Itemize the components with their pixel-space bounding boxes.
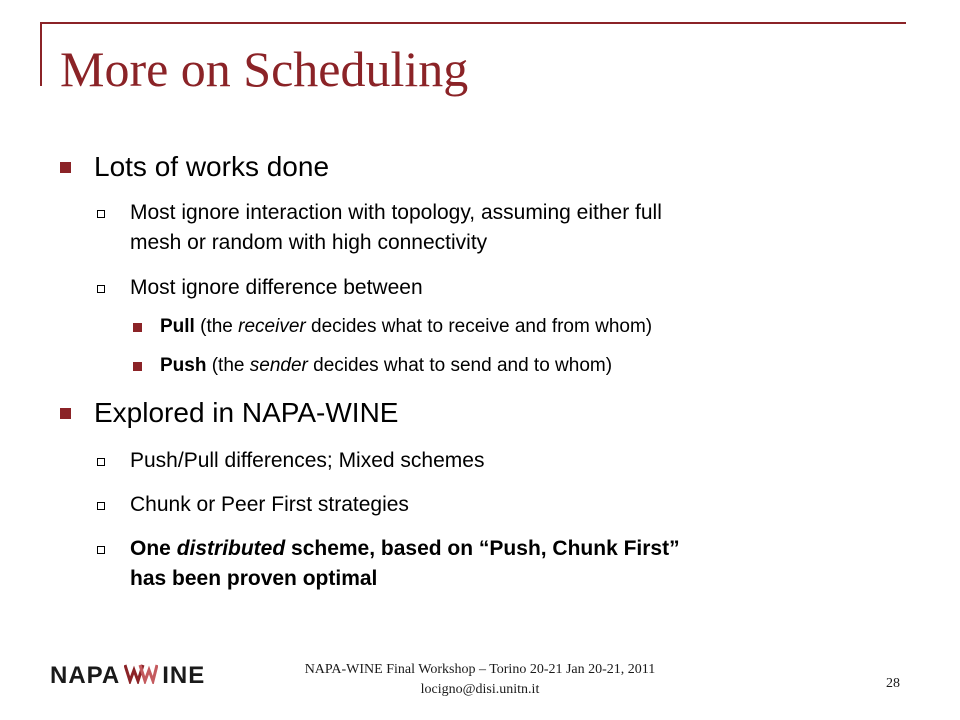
hollow-square-bullet-icon: [97, 285, 105, 293]
pull-pre: (the: [194, 316, 239, 337]
square-bullet-icon: [133, 323, 142, 332]
logo-text-left: NAPA: [50, 662, 121, 689]
napa-wine-logo: [50, 662, 205, 690]
page-number: 28: [886, 676, 900, 691]
footer-workshop: NAPA-WINE Final Workshop – Torino 20-21 Jan 20-21, 2011: [304, 662, 656, 677]
push-term: Push: [160, 355, 207, 376]
bullet-ignore-topology-line2: mesh or random with high connectivity: [130, 231, 488, 254]
hollow-square-bullet-icon: [97, 210, 105, 218]
pull-italic: receiver: [238, 316, 306, 337]
bullet-explored-napa-wine: Explored in NAPA-WINE: [94, 397, 399, 428]
bullet-ignore-topology-line1: Most ignore interaction with topology, assuming either full: [130, 201, 662, 224]
bullet-ignore-difference: Most ignore difference between: [130, 276, 423, 299]
bullet-push-pull-differences: Push/Pull differences; Mixed schemes: [130, 449, 485, 472]
pull-post: decides what to receive and from whom): [305, 316, 653, 337]
push-italic: sender: [249, 355, 308, 376]
bullet-distributed-scheme-line2: has been proven optimal: [130, 567, 378, 590]
push-pre: (the: [206, 355, 250, 376]
slide-title: More on Scheduling: [60, 41, 469, 97]
distributed-pre: One: [130, 537, 177, 560]
push-post: decides what to send and to whom): [307, 355, 613, 376]
square-bullet-icon: [133, 362, 142, 371]
hollow-square-bullet-icon: [97, 546, 105, 554]
square-bullet-icon: [60, 162, 71, 173]
distributed-italic: distributed: [176, 537, 286, 560]
bullet-distributed-scheme-line1: [130, 534, 680, 564]
footer-email: locigno@disi.unitn.it: [420, 682, 540, 697]
bullet-push-definition: [160, 354, 612, 378]
logo-text-right: INE: [162, 662, 206, 689]
square-bullet-icon: [60, 408, 71, 419]
wine-w-icon: [124, 662, 158, 691]
bullet-chunk-peer-first: Chunk or Peer First strategies: [130, 493, 409, 516]
hollow-square-bullet-icon: [97, 458, 105, 466]
hollow-square-bullet-icon: [97, 502, 105, 510]
footer-info: [260, 660, 700, 700]
pull-term: Pull: [160, 316, 195, 337]
bullet-lots-of-works: Lots of works done: [94, 151, 330, 182]
distributed-post: scheme, based on “Push, Chunk First”: [285, 537, 680, 560]
bullet-pull-definition: [160, 315, 652, 339]
